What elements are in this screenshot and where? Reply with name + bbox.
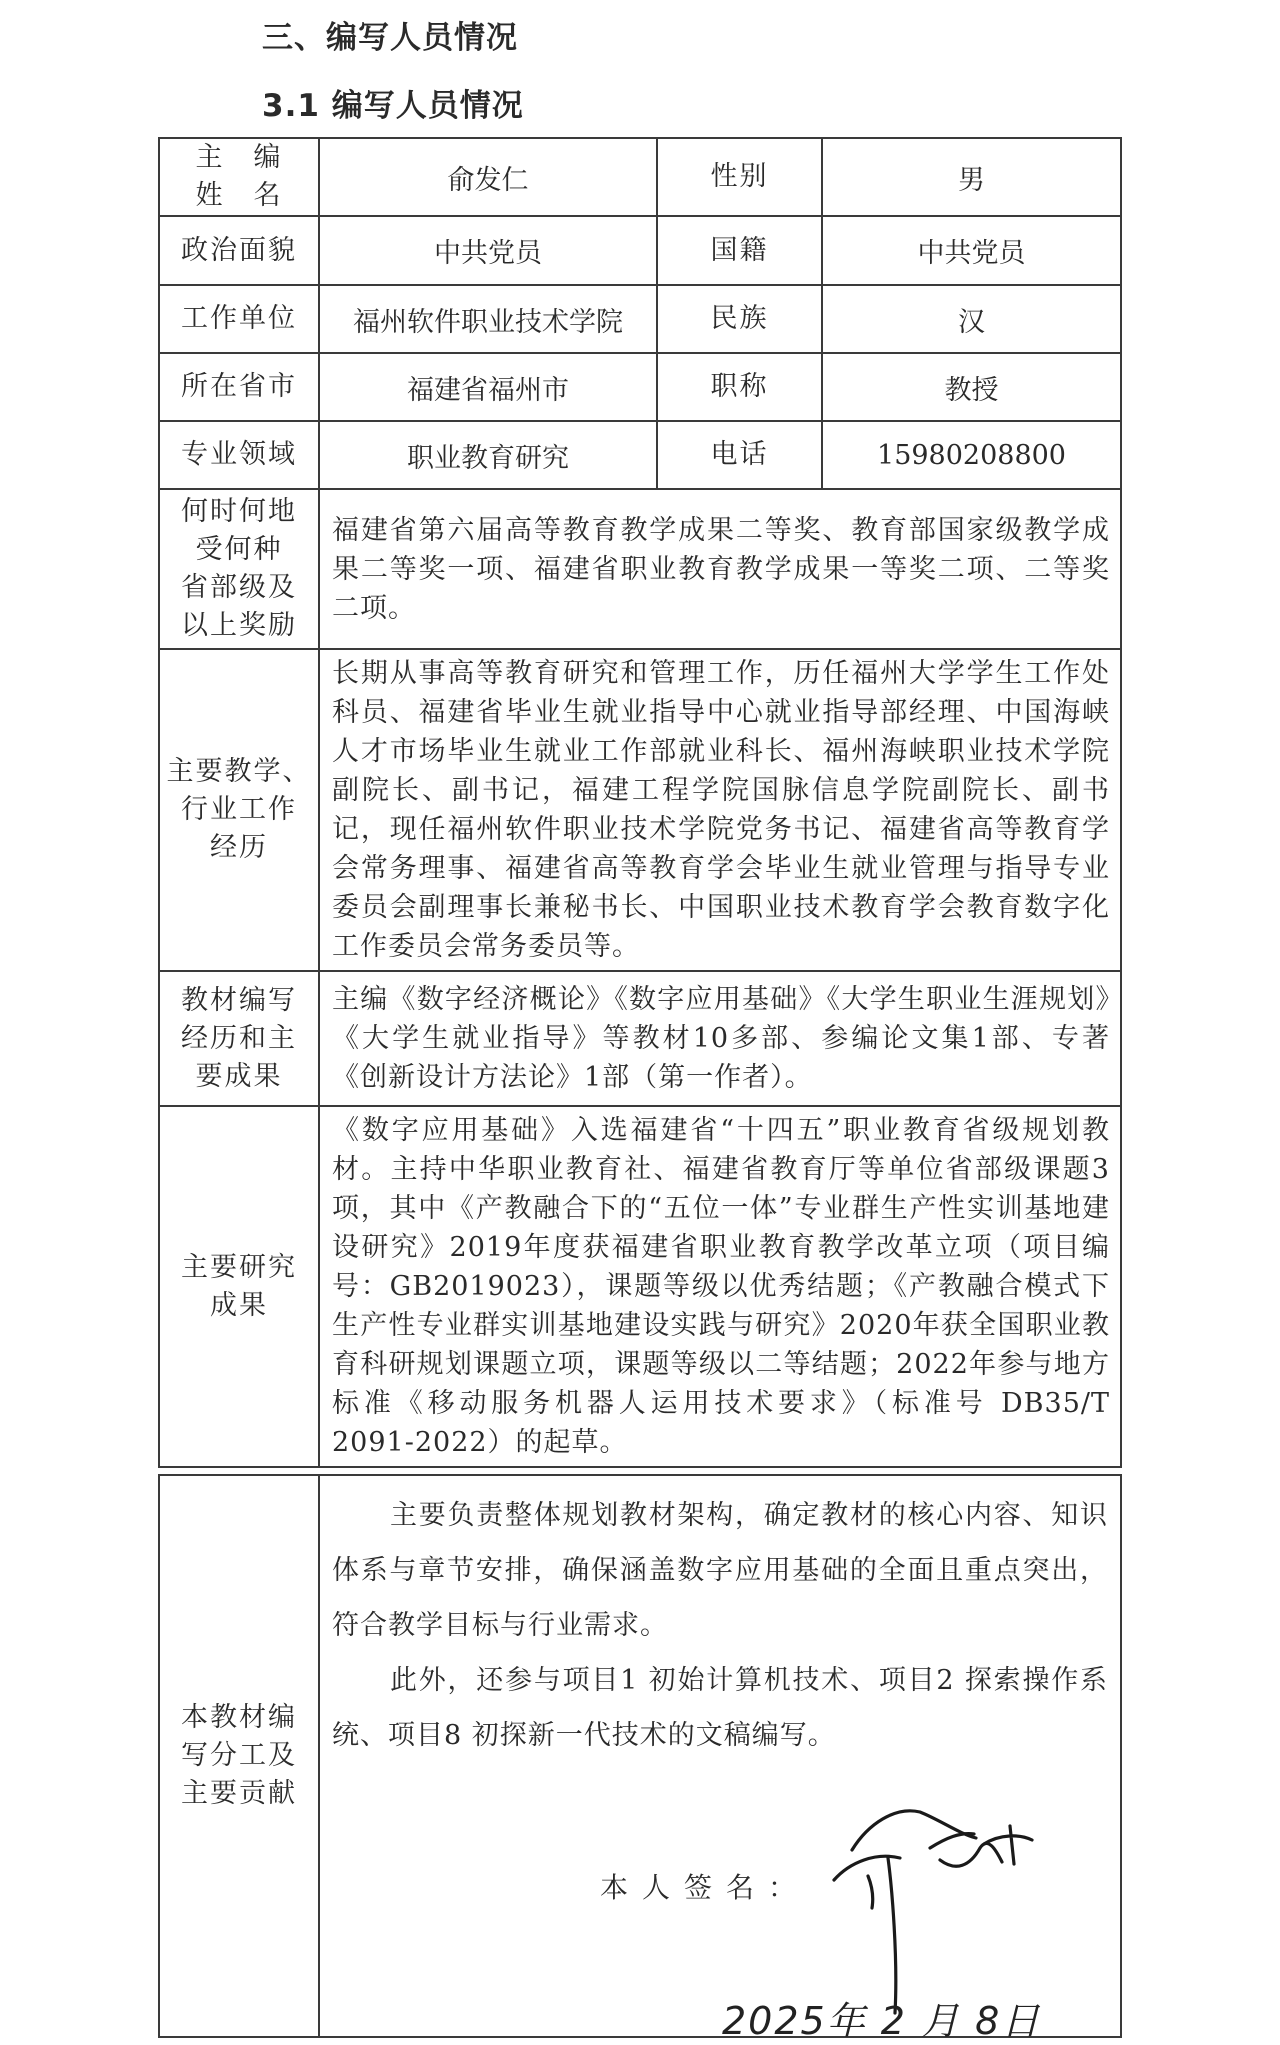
row-work-unit xyxy=(159,285,1121,353)
title-value: 教授 xyxy=(822,353,1121,421)
row-gap xyxy=(159,1467,1121,1475)
work-unit-value: 福州软件职业技术学院 xyxy=(319,285,657,353)
row-awards xyxy=(159,489,1121,649)
gender-value: 男 xyxy=(822,138,1121,216)
ethnicity-value: 汉 xyxy=(822,285,1121,353)
row-province-city xyxy=(159,353,1121,421)
editor-name-label: 主 编 姓 名 xyxy=(159,138,319,216)
province-city-value: 福建省福州市 xyxy=(319,353,657,421)
row-textbooks xyxy=(159,971,1121,1106)
experience-text: 长期从事高等教育研究和管理工作，历任福州大学学生工作处科员、福建省毕业生就业指导中心就业指导部经理、中国海峡人才市场毕业生就业工作部就业科长、福州海峡职业技术学院副院长、副书记，福建工程学院国脉信息学院副院长、副书记，现任福州软件职业技术学院党务书记、福建省高等教育学会常务理事、福建省高等教育学会毕业生就业管理与指导专业委员会副理事长兼秘书长、中国职业技术教育学会教育数字化工作委员会常务委员等。 xyxy=(319,649,1121,971)
province-city-label: 所在省市 xyxy=(159,353,319,421)
research-text: 《数字应用基础》入选福建省“十四五”职业教育省级规划教材。主持中华职业教育社、福建省教育厅等单位省部级课题3项，其中《产教融合下的“五位一体”专业群生产性实训基地建设研究》2019年度获福建省职业教育教学改革立项（项目编号：GB2019023），课题等级以优秀结题；《产教融合模式下生产性专业群实训基地建设实践与研究》2020年获全国职业教育科研规划课题立项，课题等级以二等结题；2022年参与地方标准《移动服务机器人运用技术要求》（标准号 DB35/T 2091-2022）的起草。 xyxy=(319,1106,1121,1467)
contribution-paragraph-1: 主要负责整体规划教材架构，确定教材的核心内容、知识体系与章节安排，确保涵盖数字应用基础的全面且重点突出，符合教学目标与行业需求。 xyxy=(332,1500,1108,1641)
handwritten-signature xyxy=(320,1488,1120,2036)
nationality-label: 国籍 xyxy=(657,216,822,285)
political-status-label: 政治面貌 xyxy=(159,216,319,285)
specialty-label: 专业领域 xyxy=(159,421,319,489)
work-unit-label: 工作单位 xyxy=(159,285,319,353)
row-specialty xyxy=(159,421,1121,489)
author-info-table xyxy=(158,137,1122,2043)
contribution-cell xyxy=(319,1475,1121,2043)
row-experience xyxy=(159,649,1121,971)
row-editor-name xyxy=(159,138,1121,216)
ethnicity-label: 民族 xyxy=(657,285,822,353)
political-status-value: 中共党员 xyxy=(319,216,657,285)
specialty-value: 职业教育研究 xyxy=(319,421,657,489)
experience-label: 主要教学、 行业工作 经历 xyxy=(159,649,319,971)
signature-date: 2025年 2 月 8日 xyxy=(722,1999,1042,2043)
research-label: 主要研究 成果 xyxy=(159,1106,319,1467)
nationality-value: 中共党员 xyxy=(822,216,1121,285)
textbooks-text: 主编《数字经济概论》《数字应用基础》《大学生职业生涯规划》《大学生就业指导》等教材10多部、参编论文集1部、专著《创新设计方法论》1部（第一作者）。 xyxy=(319,971,1121,1106)
gender-label: 性别 xyxy=(657,138,822,216)
awards-text: 福建省第六届高等教育教学成果二等奖、教育部国家级教学成果二等奖一项、福建省职业教育教学成果一等奖二项、二等奖二项。 xyxy=(319,489,1121,649)
section-heading: 三、编写人员情况 xyxy=(262,20,518,56)
editor-name-value: 俞发仁 xyxy=(319,138,657,216)
contribution-label: 本教材编 写分工及 主要贡献 xyxy=(159,1475,319,2037)
phone-value: 15980208800 xyxy=(822,421,1121,489)
awards-label: 何时何地 受何种 省部级及 以上奖励 xyxy=(159,489,319,649)
textbooks-label: 教材编写 经历和主 要成果 xyxy=(159,971,319,1106)
row-contribution xyxy=(159,1475,1121,2037)
subsection-heading: 3.1 编写人员情况 xyxy=(262,88,524,124)
row-research xyxy=(159,1106,1121,1467)
row-political-status xyxy=(159,216,1121,285)
phone-label: 电话 xyxy=(657,421,822,489)
signature-label: 本人签名： xyxy=(600,1871,811,1904)
title-label: 职称 xyxy=(657,353,822,421)
contribution-paragraph-2: 此外，还参与项目1 初始计算机技术、项目2 探索操作系统、项目8 初探新一代技术的文稿编写。 xyxy=(332,1665,1108,1751)
